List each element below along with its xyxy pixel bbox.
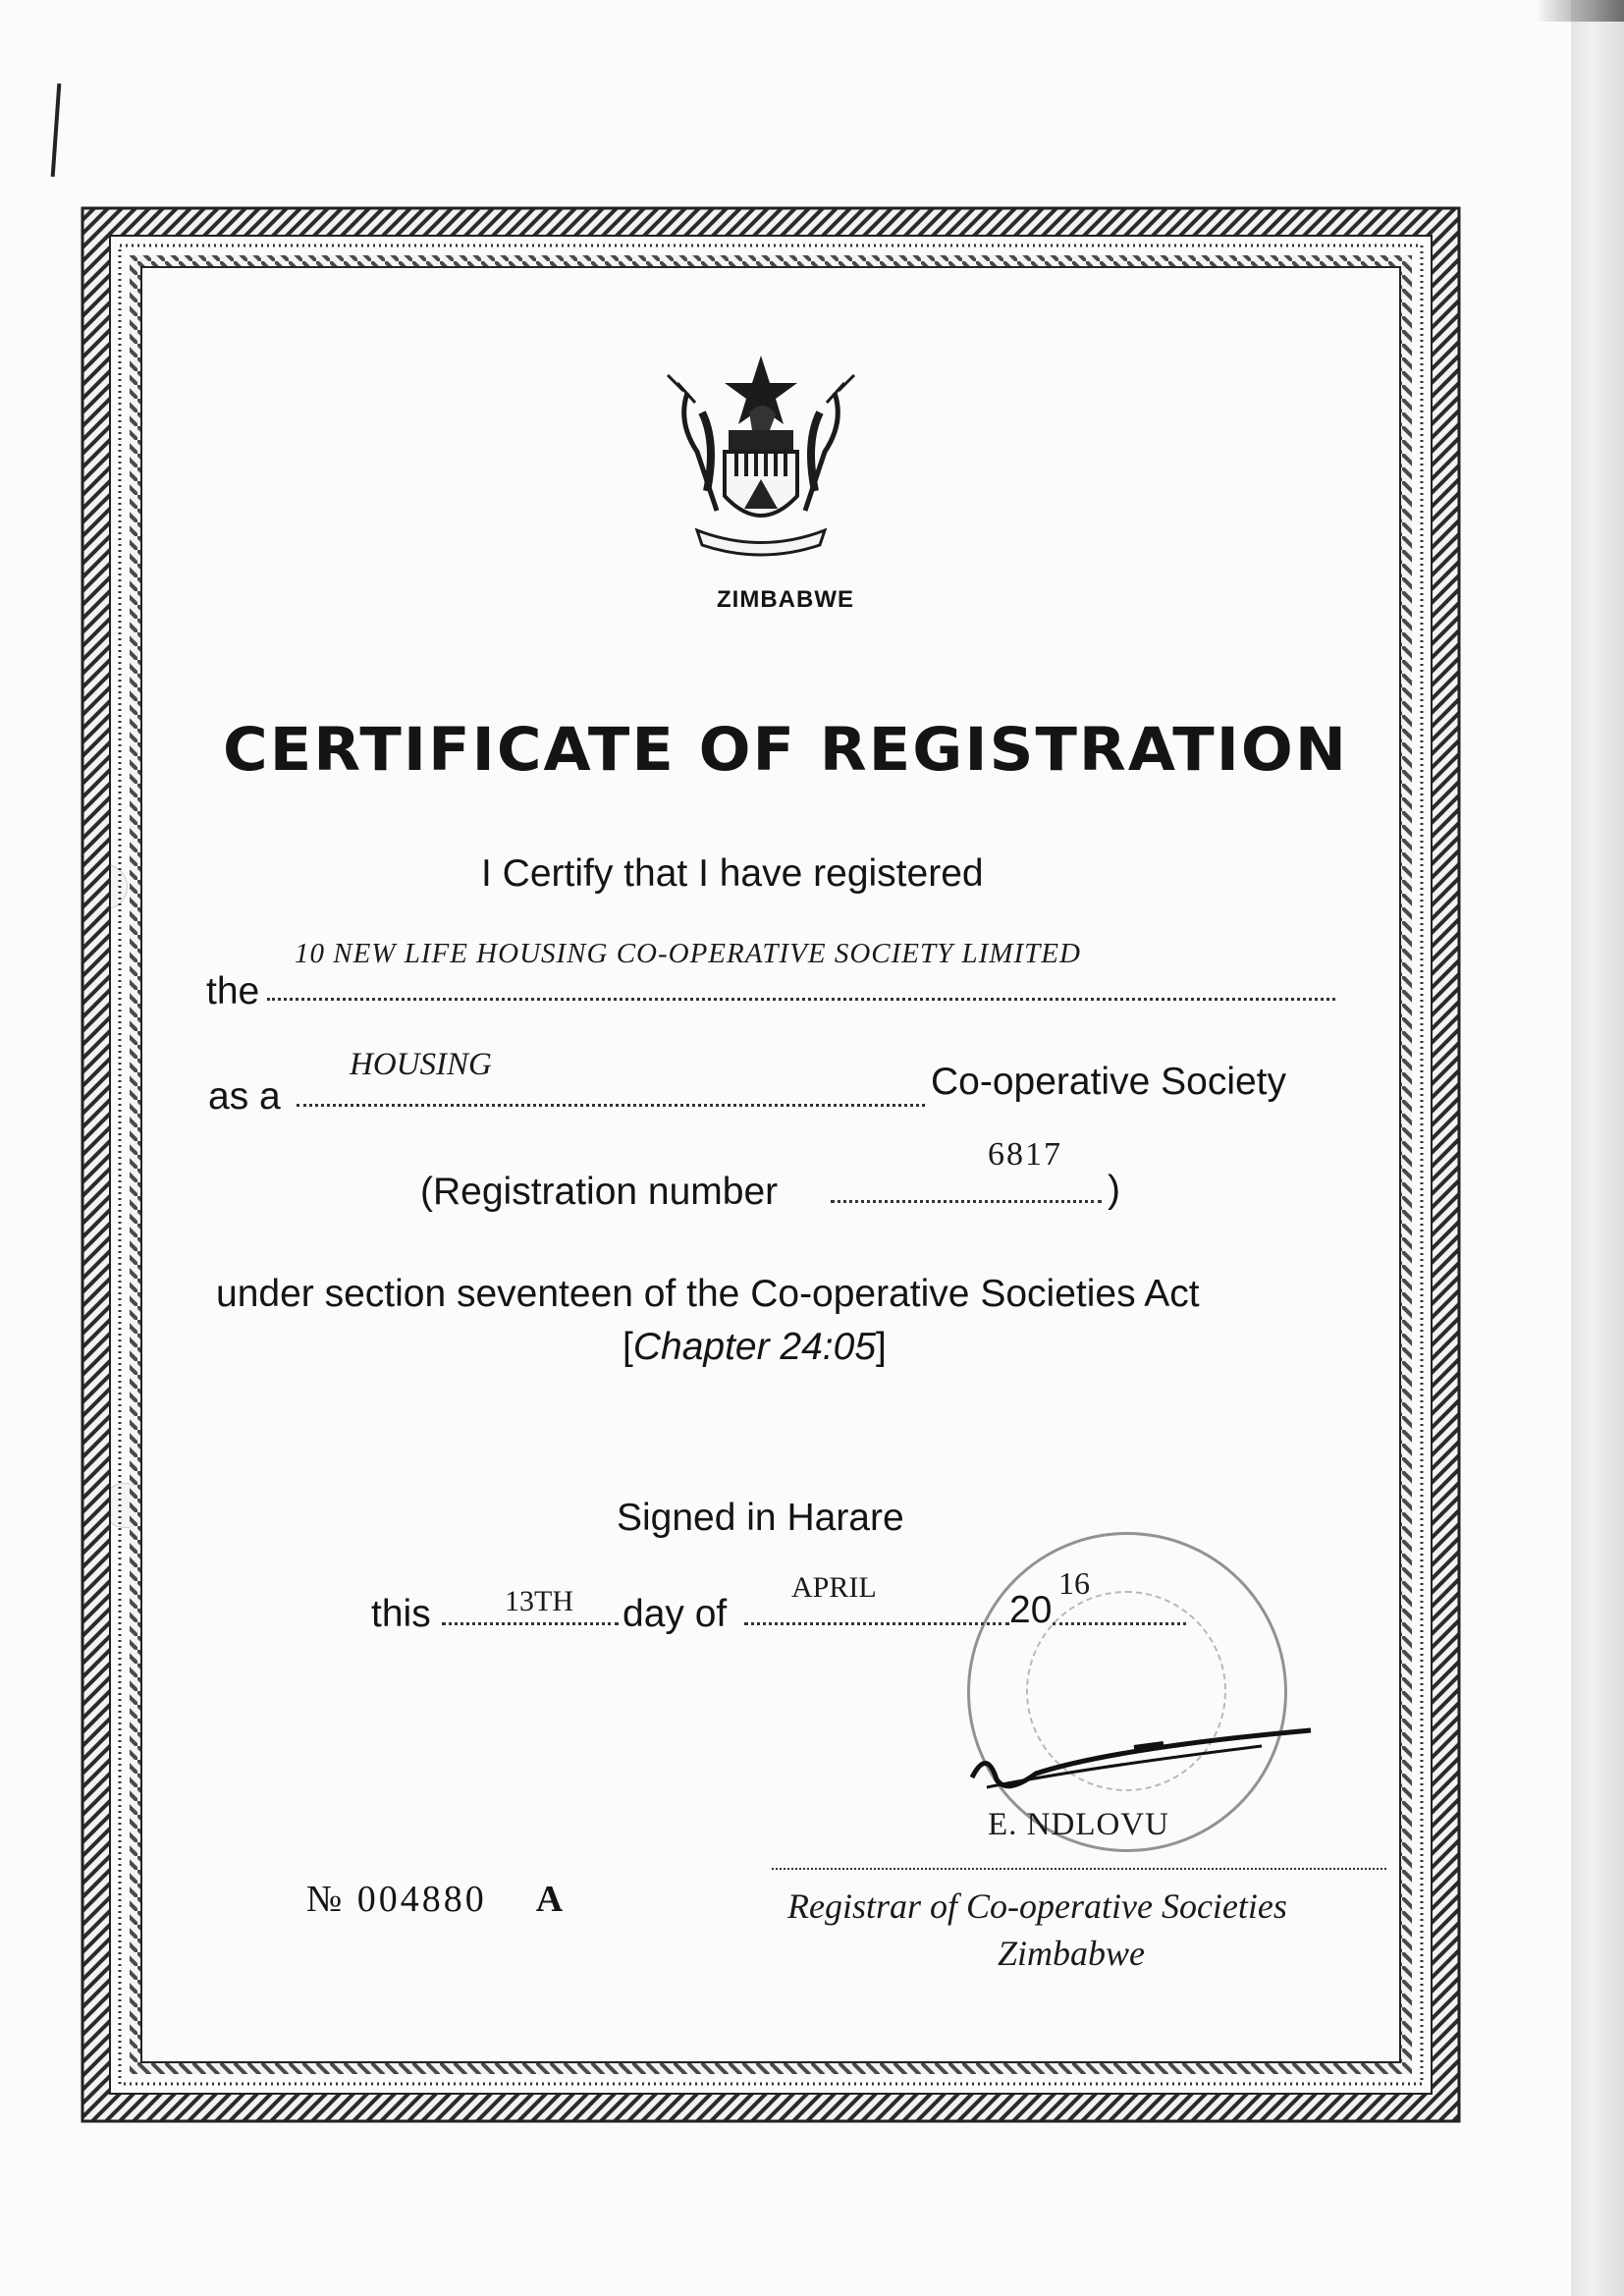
paper-edge bbox=[1571, 0, 1624, 2296]
signing-month: APRIL bbox=[791, 1571, 877, 1604]
signing-day: 13TH bbox=[505, 1585, 573, 1617]
registrar-name: E. NDLOVU bbox=[988, 1807, 1169, 1842]
section-line: under section seventeen of the Co-operative Societies Act bbox=[216, 1273, 1200, 1315]
registration-number: 6817 bbox=[988, 1136, 1062, 1173]
day-of-label: day of bbox=[623, 1593, 728, 1635]
signature-dotted-line bbox=[772, 1868, 1386, 1870]
dotted-line bbox=[442, 1622, 619, 1625]
dotted-line bbox=[297, 1104, 925, 1107]
this-label: this bbox=[371, 1593, 431, 1635]
country-heading: ZIMBABWE bbox=[717, 586, 854, 613]
serial-number: № 004880 A bbox=[306, 1879, 567, 1920]
society-name: 10 NEW LIFE HOUSING CO-OPERATIVE SOCIETY LIMITED bbox=[295, 938, 1081, 969]
chapter-reference: [Chapter 24:05] bbox=[623, 1326, 887, 1368]
dotted-line bbox=[744, 1622, 1009, 1625]
handwritten-signature-icon bbox=[967, 1709, 1321, 1797]
signed-in-line: Signed in Harare bbox=[617, 1497, 904, 1539]
zimbabwe-coat-of-arms-icon bbox=[648, 354, 874, 560]
dotted-line bbox=[267, 998, 1335, 1001]
registrar-country: Zimbabwe bbox=[998, 1934, 1146, 1973]
the-label: the bbox=[206, 970, 260, 1012]
year-prefix: 20 bbox=[1009, 1589, 1053, 1631]
as-a-label: as a bbox=[208, 1075, 281, 1118]
dotted-line bbox=[831, 1200, 1102, 1203]
society-type: HOUSING bbox=[350, 1047, 492, 1082]
registration-close: ) bbox=[1108, 1169, 1120, 1211]
certify-line: I Certify that I have registered bbox=[481, 852, 984, 895]
registration-label: (Registration number bbox=[420, 1171, 779, 1213]
year-suffix: 16 bbox=[1058, 1565, 1090, 1601]
society-suffix: Co-operative Society bbox=[931, 1061, 1287, 1103]
registrar-title: Registrar of Co-operative Societies bbox=[787, 1886, 1287, 1926]
certificate-title: CERTIFICATE OF REGISTRATION bbox=[223, 715, 1348, 785]
